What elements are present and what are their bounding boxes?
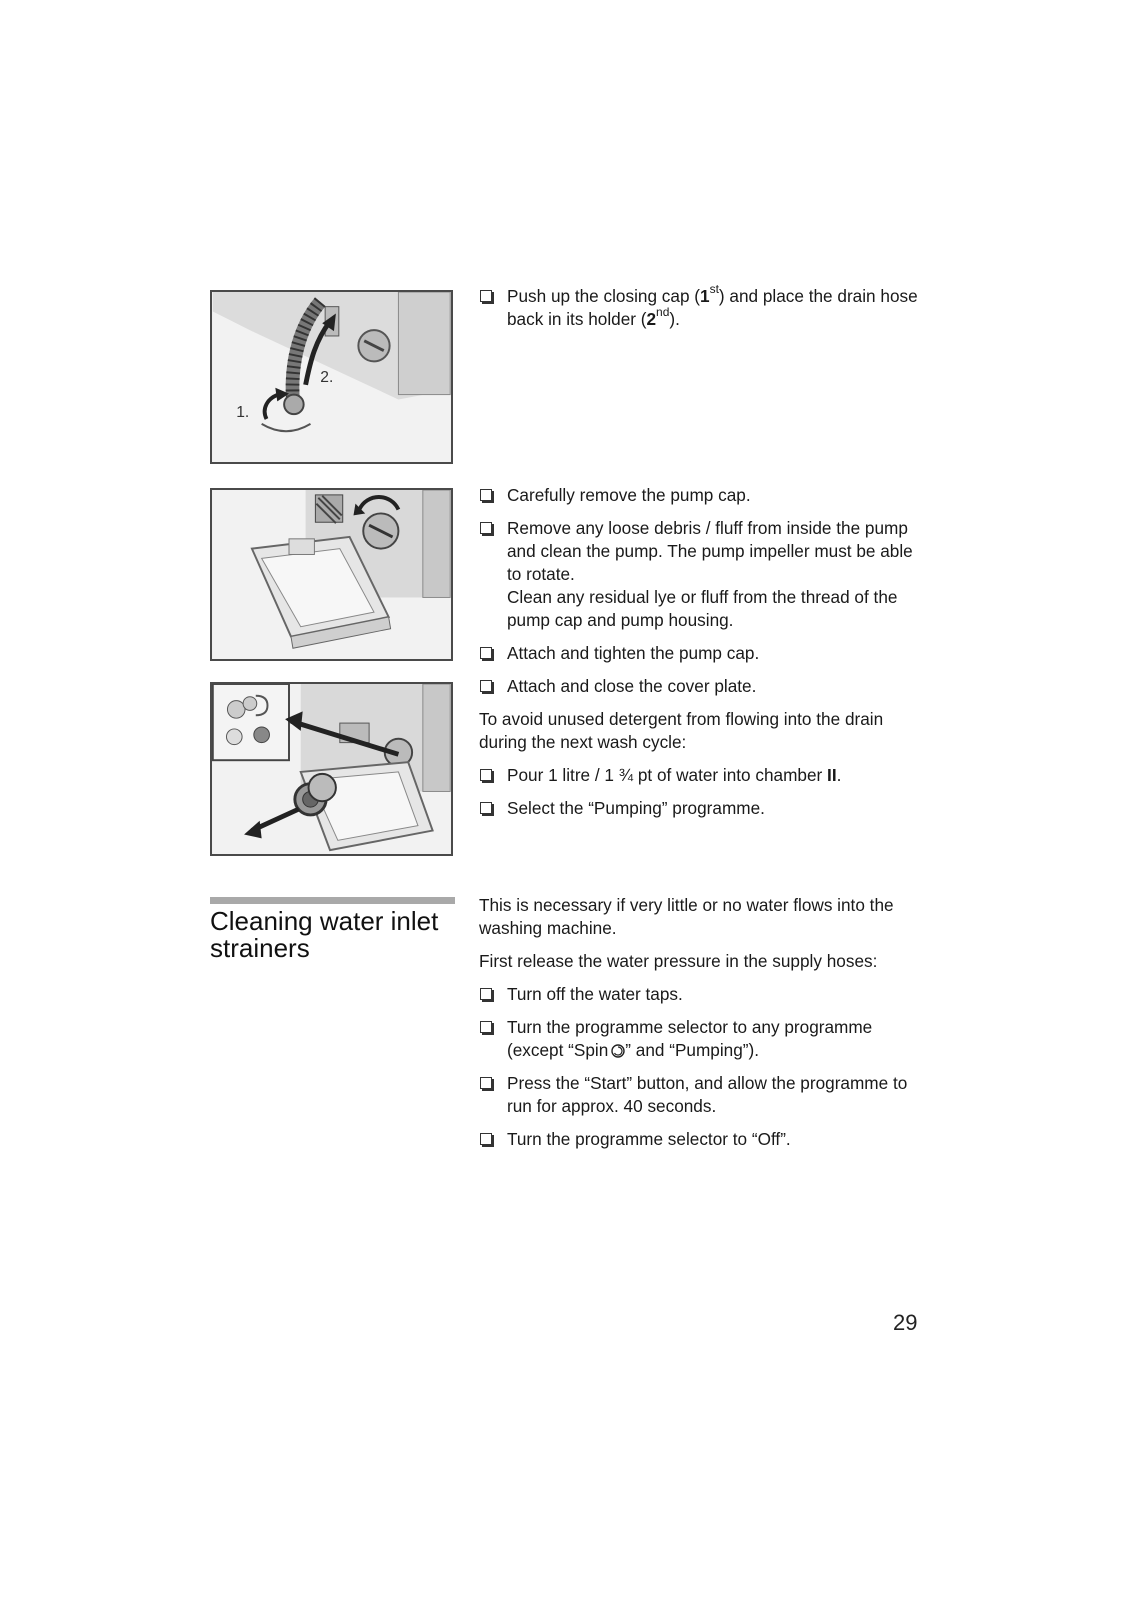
pump-cap-removal-drawing [212, 684, 451, 854]
checkbox-bullet-icon [480, 647, 492, 659]
paragraph: First release the water pressure in the supply hoses: [479, 951, 878, 971]
checkbox-bullet-icon [480, 522, 492, 534]
pump-cover-drawing [212, 490, 451, 659]
inlet-strainer-instructions [479, 894, 929, 1161]
list-item: Select the “Pumping” programme. [479, 797, 929, 820]
checkbox-bullet-icon [480, 802, 492, 814]
page-number: 29 [893, 1310, 918, 1335]
drain-hose-drawing [212, 292, 451, 462]
list-item: Attach and close the cover plate. [479, 675, 929, 698]
illustration-pump-cap-removal [210, 682, 453, 856]
checkbox-bullet-icon [480, 1133, 492, 1145]
checkbox-bullet-icon [480, 988, 492, 1000]
list-item: Turn the programme selector to “Off”. [479, 1128, 929, 1151]
illustration-pump-cover [210, 488, 453, 661]
list-item: Push up the closing cap (1st) and place the drain hose back in its holder (2nd). [479, 285, 929, 331]
list-item: Press the “Start” button, and allow the programme to run for approx. 40 seconds. [479, 1072, 929, 1118]
step-2-label: 2. [320, 368, 334, 386]
checkbox-bullet-icon [480, 1077, 492, 1089]
checkbox-bullet-icon [480, 1021, 492, 1033]
drain-hose-instructions [479, 282, 929, 341]
heading-rule [210, 897, 455, 904]
paragraph: This is necessary if very little or no water flows into the washing machine. [479, 895, 894, 938]
list-item: Attach and tighten the pump cap. [479, 642, 929, 665]
illustration-drain-hose [210, 290, 453, 464]
checkbox-bullet-icon [480, 769, 492, 781]
spin-icon [611, 1044, 625, 1058]
checkbox-bullet-icon [480, 290, 492, 302]
checkbox-bullet-icon [480, 489, 492, 501]
list-item: Remove any loose debris / fluff from inside the pump and clean the pump. The pump impeller must be able to rotate. Clean any residual lye or fluff from the thread of the pump cap and pump housing. [479, 517, 929, 632]
paragraph: To avoid unused detergent from flowing into the drain during the next wash cycle: [479, 709, 884, 752]
pump-cleaning-instructions [479, 484, 929, 830]
checkbox-bullet-icon [480, 680, 492, 692]
list-item: Turn off the water taps. [479, 983, 929, 1006]
section-heading: Cleaning water inlet strainers [210, 906, 439, 963]
list-item: Pour 1 litre / 1 ¾ pt of water into chamber II. [479, 764, 929, 787]
step-1-label: 1. [236, 404, 250, 422]
list-item: Turn the programme selector to any programme (except “Spin ” and “Pumping”). [479, 1016, 929, 1062]
list-item: Carefully remove the pump cap. [479, 484, 929, 507]
